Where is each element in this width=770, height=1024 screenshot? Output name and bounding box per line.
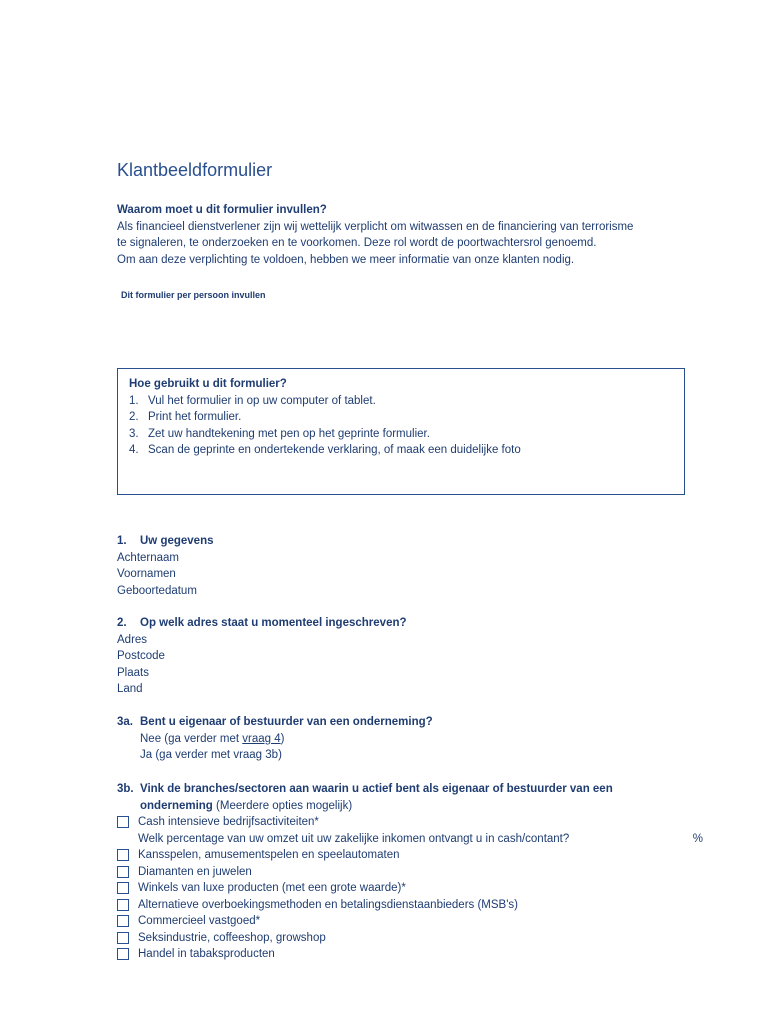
checkbox-real-estate[interactable]	[117, 915, 129, 927]
checkbox-diamonds[interactable]	[117, 866, 129, 878]
checkbox-luxury-stores[interactable]	[117, 882, 129, 894]
option-no-text: Nee (ga verder met	[140, 732, 243, 745]
intro-line: Als financieel dienstverlener zijn wij wettelijk verplicht om witwassen en de financiering van terrorisme	[117, 220, 634, 233]
section-personal-details	[117, 533, 214, 599]
section-title: Op welk adres staat u momenteel ingeschreven?	[140, 617, 407, 629]
instruction-step	[129, 409, 521, 426]
step-number: 4.	[129, 444, 139, 456]
instruction-step	[129, 393, 521, 410]
sector-option	[117, 864, 703, 881]
section-title-line1: Vink de branches/sectoren aan waarin u actief bent als eigenaar of bestuurder van een	[140, 783, 613, 795]
sector-option	[117, 847, 703, 864]
sector-label: Kansspelen, amusementspelen en speelautomaten	[138, 849, 400, 861]
field-address[interactable]: Adres	[117, 633, 148, 646]
section-heading	[117, 615, 407, 632]
step-text: Scan de geprinte en ondertekende verklaring, of maak een duidelijke foto	[148, 444, 521, 456]
cash-percentage-row	[117, 831, 703, 848]
section-address	[117, 615, 407, 698]
option-yes[interactable]: Ja (ga verder met vraag 3b)	[140, 749, 282, 761]
field-last-name[interactable]: Achternaam	[117, 551, 180, 564]
sector-option	[117, 880, 703, 897]
section-number: 3b.	[117, 783, 134, 795]
checkbox-sex-industry[interactable]	[117, 932, 129, 944]
step-text: Vul het formulier in op uw computer of tablet.	[148, 394, 376, 407]
section-business-owner	[117, 714, 433, 764]
sector-option	[117, 897, 703, 914]
sector-option	[117, 946, 703, 963]
cash-percentage-question: Welk percentage van uw omzet uit uw zakelijke inkomen ontvangt u in cash/contant?	[138, 832, 570, 845]
page-title: Klantbeeldformulier	[117, 160, 273, 180]
section-title-bold: onderneming	[140, 799, 213, 812]
section-heading	[117, 533, 214, 550]
section-number: 3a.	[117, 716, 133, 728]
step-text: Zet uw handtekening met pen op het geprinte formulier.	[148, 427, 430, 440]
checkbox-gambling[interactable]	[117, 849, 129, 861]
field-city[interactable]: Plaats	[117, 666, 149, 679]
instructions-box	[117, 368, 685, 495]
field-date-of-birth[interactable]: Geboortedatum	[117, 584, 197, 597]
section-heading	[117, 781, 703, 798]
step-number: 3.	[129, 427, 139, 440]
sector-label: Commercieel vastgoed*	[138, 915, 261, 927]
intro-line: te signaleren, te onderzoeken en te voorkomen. Deze rol wordt de poortwachtersrol genoemd.	[117, 237, 597, 249]
option-no-suffix: )	[280, 732, 285, 745]
sector-option	[117, 814, 703, 831]
sector-option	[117, 913, 703, 930]
section-title-note: (Meerdere opties mogelijk)	[212, 799, 353, 812]
checkbox-tobacco[interactable]	[117, 948, 129, 960]
section-number: 2.	[117, 617, 127, 629]
section-heading	[117, 714, 433, 731]
step-text: Print het formulier.	[148, 411, 242, 423]
section-title-line2	[117, 798, 703, 815]
section-sectors	[117, 781, 703, 963]
link-question-4[interactable]: vraag 4	[242, 732, 281, 745]
step-number: 2.	[129, 411, 139, 423]
instruction-step	[129, 426, 521, 443]
per-person-note: Dit formulier per persoon invullen	[121, 290, 266, 300]
sector-label: Diamanten en juwelen	[138, 865, 252, 878]
section-title: Bent u eigenaar of bestuurder van een onderneming?	[140, 716, 433, 728]
intro-section	[117, 202, 633, 268]
checkbox-money-services[interactable]	[117, 899, 129, 911]
percent-sign: %	[692, 832, 703, 845]
instructions-heading: Hoe gebruikt u dit formulier?	[129, 378, 287, 390]
sector-label: Cash intensieve bedrijfsactiviteiten*	[138, 816, 319, 828]
sector-label: Handel in tabaksproducten	[138, 948, 275, 960]
section-number: 1.	[117, 535, 127, 547]
field-first-names[interactable]: Voornamen	[117, 568, 176, 580]
checkbox-cash-intensive[interactable]	[117, 816, 129, 828]
intro-heading: Waarom moet u dit formulier invullen?	[117, 204, 327, 216]
sector-label: Seksindustrie, coffeeshop, growshop	[138, 931, 326, 944]
sector-label: Alternatieve overboekingsmethoden en betalingsdienstaanbieders (MSB's)	[138, 898, 519, 911]
sector-label: Winkels van luxe producten (met een grote waarde)*	[138, 882, 406, 894]
sector-option	[117, 930, 703, 947]
step-number: 1.	[129, 394, 139, 407]
section-title: Uw gegevens	[140, 535, 214, 547]
field-country[interactable]: Land	[117, 683, 143, 695]
option-no[interactable]	[117, 731, 433, 748]
instruction-step	[129, 442, 521, 459]
intro-line: Om aan deze verplichting te voldoen, hebben we meer informatie van onze klanten nodig.	[117, 253, 575, 266]
field-postcode[interactable]: Postcode	[117, 650, 165, 662]
